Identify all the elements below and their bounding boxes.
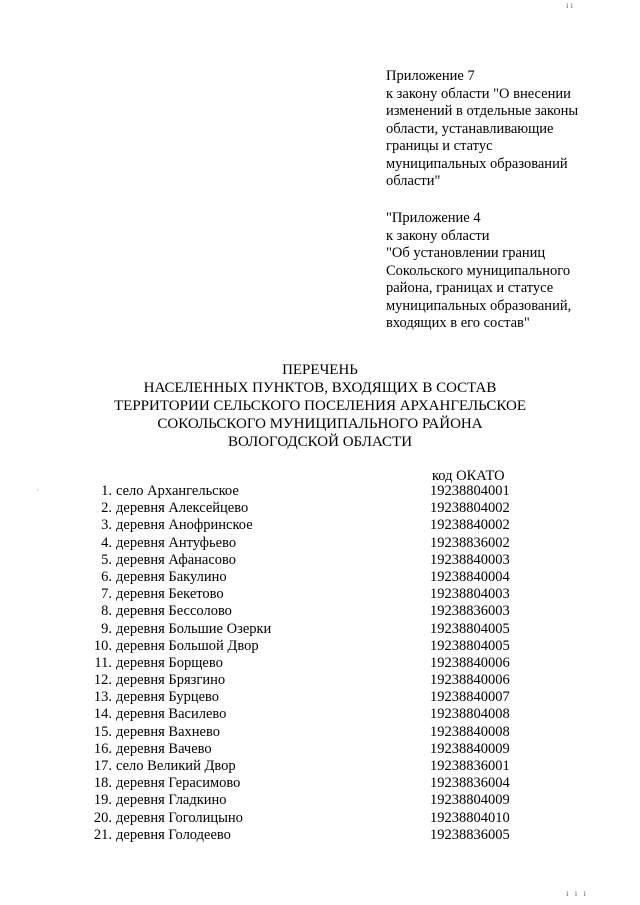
settlement-name: деревня Борщево bbox=[116, 654, 223, 671]
list-item bbox=[90, 638, 530, 655]
item-number: 19. bbox=[93, 792, 112, 809]
annex-4-line: Сокольского муниципального bbox=[386, 262, 571, 279]
okato-code: 19238840006 bbox=[430, 672, 510, 689]
annex-4-note bbox=[386, 210, 571, 333]
list-item bbox=[90, 810, 530, 827]
list-item bbox=[90, 535, 530, 552]
page-mark-top: ıı bbox=[566, 0, 576, 10]
item-number: 9. bbox=[101, 620, 112, 637]
item-number: 16. bbox=[93, 740, 112, 757]
scan-dot: · bbox=[36, 486, 39, 495]
settlement-name: деревня Алексейцево bbox=[116, 500, 249, 517]
settlement-name: село Архангельское bbox=[116, 483, 239, 499]
annex-4-line: входящих в его состав" bbox=[386, 315, 530, 331]
settlement-name: деревня Бурцево bbox=[116, 689, 220, 706]
okato-code: 19238804001 bbox=[430, 483, 510, 499]
annex-7-line: Приложение 7 bbox=[386, 68, 475, 84]
item-number: 1. bbox=[101, 483, 112, 499]
list-item bbox=[90, 724, 530, 741]
settlement-name: деревня Антуфьево bbox=[116, 534, 237, 551]
okato-code: 19238840006 bbox=[430, 654, 510, 671]
settlement-name: деревня Анофринское bbox=[116, 517, 253, 534]
settlement-name: деревня Брязгино bbox=[116, 672, 226, 689]
okato-code: 19238840002 bbox=[430, 517, 510, 534]
list-item bbox=[90, 586, 530, 603]
page-mark-bottom: ı ı ı bbox=[566, 888, 589, 898]
item-number: 3. bbox=[101, 517, 112, 534]
annex-7-line: области" bbox=[386, 173, 441, 189]
item-number: 5. bbox=[101, 551, 112, 568]
okato-code: 19238836004 bbox=[430, 775, 510, 792]
list-item bbox=[90, 827, 530, 844]
list-item bbox=[90, 655, 530, 672]
title-line: ПЕРЕЧЕНЬ bbox=[282, 362, 358, 378]
title-line: НАСЕЛЕННЫХ ПУНКТОВ, ВХОДЯЩИХ В СОСТАВ bbox=[143, 380, 497, 396]
okato-code: 19238804005 bbox=[430, 620, 510, 637]
title-line: ВОЛОГОДСКОЙ ОБЛАСТИ bbox=[227, 434, 413, 450]
okato-code: 19238804010 bbox=[430, 809, 510, 826]
settlement-name: деревня Голодеево bbox=[116, 826, 231, 843]
okato-code: 19238804009 bbox=[430, 792, 510, 809]
list-item bbox=[90, 552, 530, 569]
item-number: 17. bbox=[93, 758, 112, 774]
okato-code: 19238804003 bbox=[430, 586, 510, 603]
annex-7-line: к закону области "О внесении bbox=[386, 85, 571, 102]
settlement-list bbox=[90, 483, 530, 844]
item-number: 12. bbox=[93, 672, 112, 689]
item-number: 18. bbox=[93, 775, 112, 792]
settlement-name: деревня Вачево bbox=[116, 740, 212, 757]
annex-4-line: муниципальных образований, bbox=[386, 297, 572, 314]
settlement-name: деревня Гоголицыно bbox=[116, 809, 243, 826]
annex-7-line: муниципальных образований bbox=[386, 155, 568, 172]
list-item bbox=[90, 621, 530, 638]
list-item bbox=[90, 500, 530, 517]
document-title bbox=[0, 361, 640, 451]
okato-code: 19238840004 bbox=[430, 568, 510, 585]
okato-code: 19238836005 bbox=[430, 826, 510, 843]
okato-code: 19238804005 bbox=[430, 637, 510, 654]
annex-7-line: области, устанавливающие bbox=[386, 120, 554, 137]
annex-4-line: "Об установлении границ bbox=[386, 245, 546, 261]
list-item bbox=[90, 603, 530, 620]
okato-code: 19238840003 bbox=[430, 551, 510, 568]
item-number: 2. bbox=[101, 500, 112, 517]
settlement-name: деревня Большой Двор bbox=[116, 637, 259, 654]
okato-code: 19238804002 bbox=[430, 500, 510, 517]
item-number: 13. bbox=[93, 689, 112, 706]
okato-code: 19238840008 bbox=[430, 723, 510, 740]
settlement-name: село Великий Двор bbox=[116, 758, 236, 774]
annex-4-line: "Приложение 4 bbox=[386, 210, 481, 226]
item-number: 4. bbox=[101, 534, 112, 551]
annex-7-note bbox=[386, 68, 578, 191]
item-number: 8. bbox=[101, 603, 112, 620]
okato-code: 19238840007 bbox=[430, 689, 510, 706]
item-number: 15. bbox=[93, 723, 112, 740]
item-number: 10. bbox=[93, 637, 112, 654]
item-number: 14. bbox=[93, 706, 112, 723]
okato-code: 19238836001 bbox=[430, 758, 510, 774]
list-item bbox=[90, 517, 530, 534]
item-number: 20. bbox=[93, 809, 112, 826]
item-number: 7. bbox=[101, 586, 112, 603]
list-item bbox=[90, 569, 530, 586]
item-number: 11. bbox=[94, 654, 112, 671]
settlement-name: деревня Герасимово bbox=[116, 775, 241, 792]
settlement-name: деревня Бекетово bbox=[116, 586, 224, 603]
item-number: 21. bbox=[93, 826, 112, 843]
okato-code: 19238836002 bbox=[430, 534, 510, 551]
list-item bbox=[90, 792, 530, 809]
title-line: ТЕРРИТОРИИ СЕЛЬСКОГО ПОСЕЛЕНИЯ АРХАНГЕЛЬСКОЕ bbox=[114, 398, 526, 414]
okato-code: 19238840009 bbox=[430, 740, 510, 757]
annex-7-line: границы и статус bbox=[386, 138, 493, 154]
annex-7-line: изменений в отдельные законы bbox=[386, 103, 579, 119]
list-item bbox=[90, 689, 530, 706]
list-item bbox=[90, 741, 530, 758]
okato-column-header: код ОКАТО bbox=[432, 468, 505, 484]
okato-code: 19238804008 bbox=[430, 706, 510, 723]
list-item bbox=[90, 706, 530, 723]
title-line: СОКОЛЬСКОГО МУНИЦИПАЛЬНОГО РАЙОНА bbox=[157, 416, 483, 432]
settlement-name: деревня Василево bbox=[116, 706, 227, 723]
list-item bbox=[90, 483, 530, 500]
list-item bbox=[90, 758, 530, 775]
settlement-name: деревня Вахнево bbox=[116, 723, 220, 740]
annex-4-line: района, границах и статусе bbox=[386, 280, 554, 296]
settlement-name: деревня Афанасово bbox=[116, 551, 237, 568]
settlement-name: деревня Гладкино bbox=[116, 792, 227, 809]
list-item bbox=[90, 775, 530, 792]
item-number: 6. bbox=[101, 568, 112, 585]
annex-4-line: к закону области bbox=[386, 227, 490, 244]
settlement-name: деревня Бессолово bbox=[116, 603, 232, 620]
okato-code: 19238836003 bbox=[430, 603, 510, 620]
list-item bbox=[90, 672, 530, 689]
settlement-name: деревня Большие Озерки bbox=[116, 620, 272, 637]
settlement-name: деревня Бакулино bbox=[116, 568, 227, 585]
